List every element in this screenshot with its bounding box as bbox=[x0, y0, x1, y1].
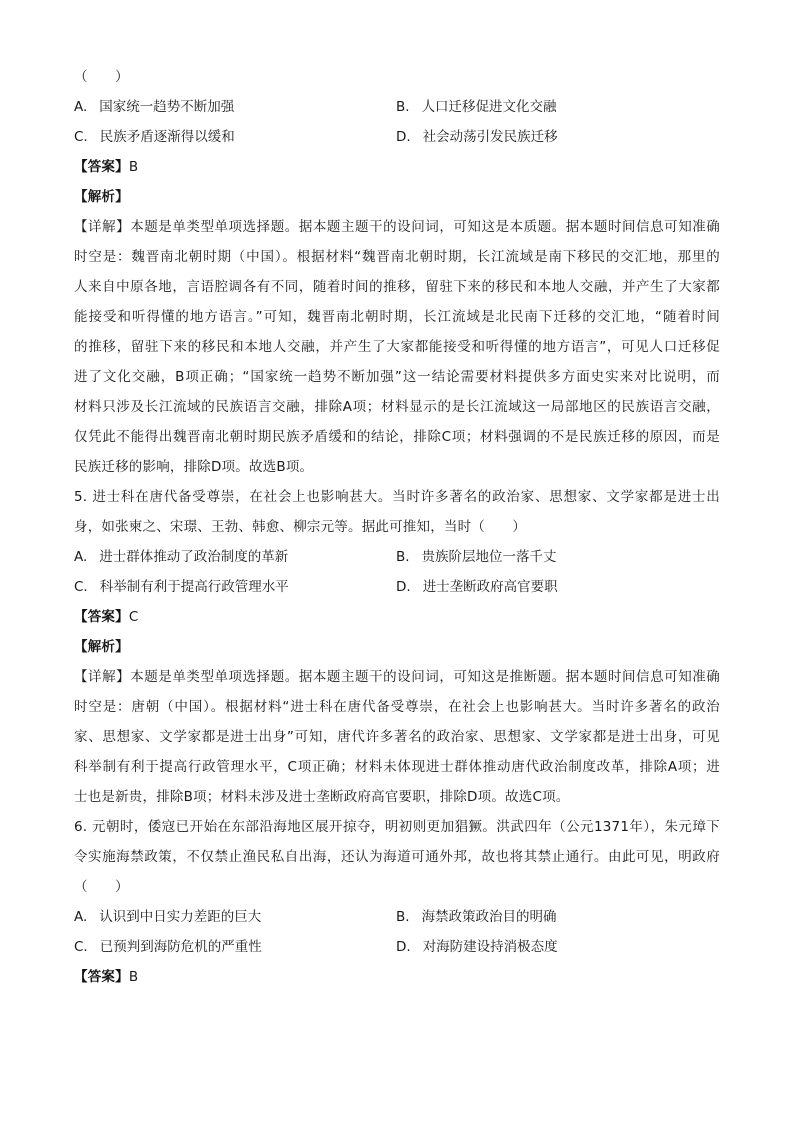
q5-options-row-2 bbox=[74, 572, 720, 602]
document-page bbox=[74, 62, 720, 992]
q4-detail-line: 时空是：魏晋南北朝时期（中国）。根据材料“魏晋南北朝时期，长江流域是南下移民的交汇地，那里的 bbox=[74, 249, 720, 265]
q5-option-b: B. 贵族阶层地位一落千丈 bbox=[396, 549, 557, 565]
q5-option-c: C. 科举制有利于提高行政管理水平 bbox=[74, 579, 289, 595]
q4-option-d: D. 社会动荡引发民族迁移 bbox=[396, 129, 558, 145]
q4-detail-line: 材料只涉及长江流域的民族语言交融，排除A项；材料显示的是长江流域这一局部地区的民族语言交融， bbox=[74, 399, 720, 415]
q4-options-row-2 bbox=[74, 122, 720, 152]
q5-detail-line: 家、思想家、文学家都是进士出身”可知，唐代许多著名的政治家、思想家、文学家都是进士出身，可见 bbox=[74, 729, 720, 745]
q6-option-d: D. 对海防建设持消极态度 bbox=[396, 939, 558, 955]
q4-detail-line: 人来自中原各地，言语腔调各有不同，随着时间的推移，留驻下来的移民和本地人交融，并产生了大家都 bbox=[74, 279, 720, 295]
q6-stem-line: 令实施海禁政策，不仅禁止渔民私自出海，还认为海道可通外邦，故也将其禁止通行。由此可见，明政府 bbox=[74, 849, 720, 865]
q4-option-c: C. 民族矛盾逐渐得以缓和 bbox=[74, 129, 235, 145]
q4-answer: 【答案】B bbox=[74, 159, 139, 175]
q6-option-a: A. 认识到中日实力差距的巨大 bbox=[74, 909, 262, 925]
q4-detail-line: 能接受和听得懂的地方语言。”可知，魏晋南北朝时期，长江流域是北民南下迁移的交汇地，“随着时间 bbox=[74, 309, 720, 325]
q4-analysis-heading: 【解析】 bbox=[74, 189, 129, 205]
q5-detail-line: 【详解】本题是单类型单项选择题。据本题主题干的设问词，可知这是推断题。据本题时间信息可知准确 bbox=[74, 669, 720, 685]
q4-option-a: A. 国家统一趋势不断加强 bbox=[74, 99, 235, 115]
q6-option-b: B. 海禁政策政治目的明确 bbox=[396, 909, 557, 925]
q5-detail-line: 时空是：唐朝（中国）。根据材料“进士科在唐代备受尊崇，在社会上也影响甚大。当时许多著名的政治 bbox=[74, 699, 720, 715]
q5-detail-line: 科举制有利于提高行政管理水平，C项正确；材料未体现进士群体推动唐代政治制度改革，排除A项；进 bbox=[74, 759, 720, 775]
q4-option-b: B. 人口迁移促进文化交融 bbox=[396, 99, 557, 115]
q4-detail-line: 民族迁移的影响，排除D项。故选B项。 bbox=[74, 459, 314, 475]
q4-detail-line: 的推移，留驻下来的移民和本地人交融，并产生了大家都能接受和听得懂的地方语言”，可见人口迁移促 bbox=[74, 339, 720, 355]
q4-options-row-1 bbox=[74, 92, 720, 122]
q4-detail-line: 【详解】本题是单类型单项选择题。据本题主题干的设问词，可知这是本质题。据本题时间信息可知准确 bbox=[74, 219, 720, 235]
q5-option-d: D. 进士垄断政府高官要职 bbox=[396, 579, 558, 595]
q4-detail-line: 仅凭此不能得出魏晋南北朝时期民族矛盾缓和的结论，排除C项；材料强调的不是民族迁移的原因，而是 bbox=[74, 429, 720, 445]
q6-stem-line: （ ） bbox=[74, 879, 129, 895]
q6-answer: 【答案】B bbox=[74, 969, 139, 985]
q5-stem-line: 身，如张柬之、宋璟、王勃、韩愈、柳宗元等。据此可推知，当时（ ） bbox=[74, 519, 527, 535]
q4-paren: （ ） bbox=[74, 69, 129, 85]
q5-stem-line: 5. 进士科在唐代备受尊崇，在社会上也影响甚大。当时许多著名的政治家、思想家、文学家都是进士出 bbox=[74, 489, 720, 505]
q5-options-row-1 bbox=[74, 542, 720, 572]
q6-option-c: C. 已预判到海防危机的严重性 bbox=[74, 939, 262, 955]
q5-option-a: A. 进士群体推动了政治制度的革新 bbox=[74, 549, 289, 565]
q5-detail-line: 士也是新贵，排除B项；材料未涉及进士垄断政府高官要职，排除D项。故选C项。 bbox=[74, 789, 570, 805]
q5-analysis-heading: 【解析】 bbox=[74, 639, 129, 655]
q6-options-row-1 bbox=[74, 902, 720, 932]
q4-detail-line: 进了文化交融，B项正确；“国家统一趋势不断加强”这一结论需要材料提供多方面史实来对比说明，而 bbox=[74, 369, 720, 385]
q5-answer: 【答案】C bbox=[74, 609, 139, 625]
q6-stem-line: 6. 元朝时，倭寇已开始在东部沿海地区展开掠夺，明初则更加猖獗。洪武四年（公元1371年），朱元璋下 bbox=[74, 819, 720, 835]
q6-options-row-2 bbox=[74, 932, 720, 962]
